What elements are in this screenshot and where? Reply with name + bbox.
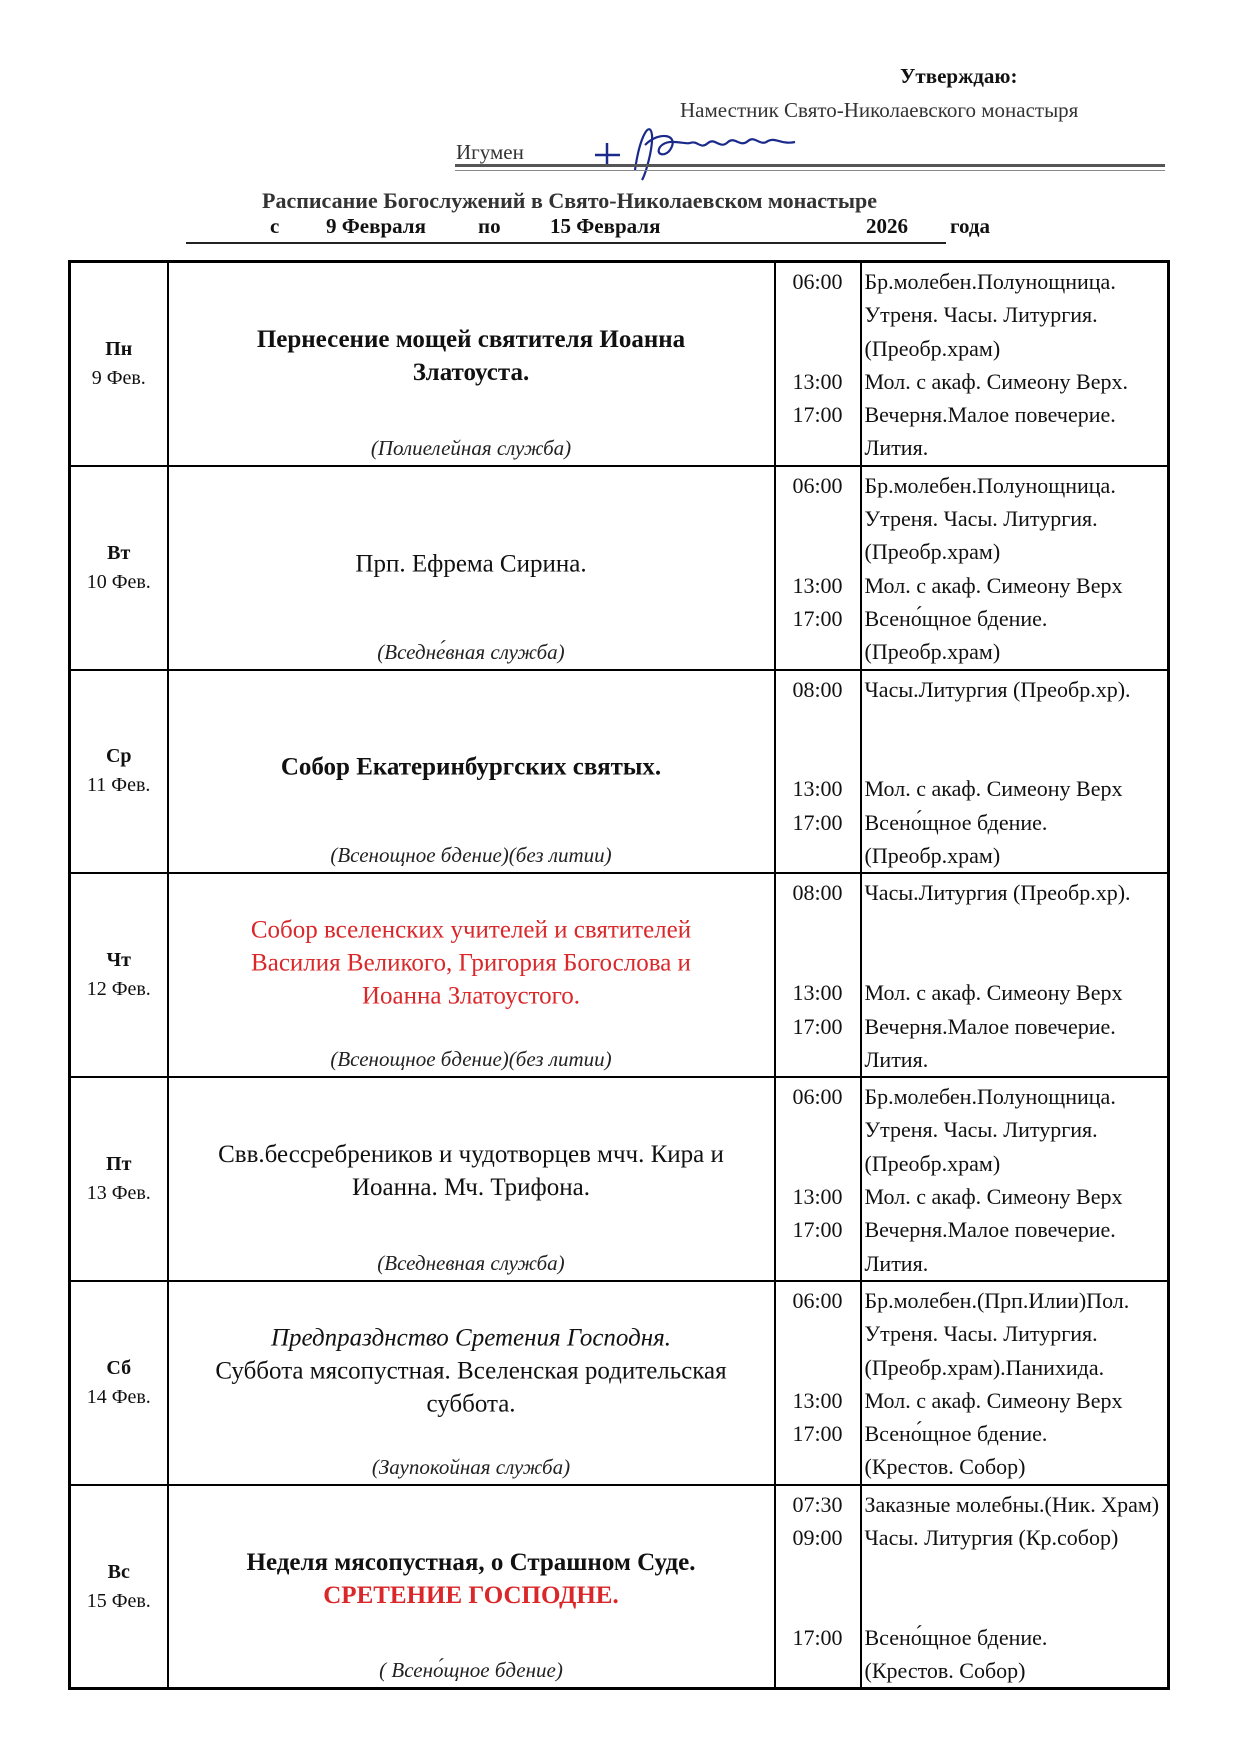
feast-line: Неделя мясопустная, о Страшном Суде. — [246, 1548, 696, 1576]
day-date: 14 Фев. — [86, 1385, 151, 1408]
feast-line: Златоуста. — [412, 358, 530, 386]
feast-line: Пернесение мощей святителя Иоанна — [256, 325, 686, 353]
day-cell — [70, 1485, 168, 1689]
services-cell — [861, 1077, 1169, 1281]
date-to-prefix: по — [478, 214, 501, 238]
feast-title — [175, 1321, 768, 1420]
service-rank: (Полиелейная служба) — [370, 435, 572, 460]
service-time — [776, 943, 860, 976]
services-cell — [861, 1281, 1169, 1485]
time-cell — [775, 466, 861, 670]
time-cell — [775, 1281, 861, 1485]
feast-cell — [168, 262, 775, 466]
signature-icon — [590, 115, 800, 185]
service-name: Мол. с акаф. Симеону Верх — [864, 1387, 1123, 1413]
service-name: (Преобр.храм) — [864, 539, 1001, 565]
document-header — [0, 0, 1240, 260]
feast-line: Иоанна Златоустого. — [361, 982, 581, 1010]
service-name: (Крестов. Собор) — [864, 1658, 1026, 1684]
service-time: 17:00 — [792, 605, 843, 631]
service-time: 06:00 — [792, 1084, 843, 1110]
service-rank: ( Всено́щное бдение) — [379, 1658, 563, 1683]
service-time — [776, 1147, 860, 1180]
service-name: (Преобр.храм).Панихида. — [864, 1354, 1105, 1380]
feast-line: Собор вселенских учителей и святителей — [250, 916, 692, 944]
service-time — [776, 1554, 860, 1587]
feast-title — [175, 751, 768, 784]
service-name: Бр.молебен.Полунощница. — [864, 472, 1116, 498]
day-date: 11 Фев. — [87, 774, 151, 797]
feast-line: СРЕТЕНИЕ ГОСПОДНЕ. — [323, 1581, 619, 1609]
service-name: Часы.Литургия (Преобр.хр). — [864, 880, 1131, 906]
service-rank: (Вседневная служба) — [377, 1250, 565, 1275]
service-name: Вечерня.Малое повечерие. — [864, 1217, 1116, 1243]
service-time — [776, 1351, 860, 1384]
service-name: Всено́щное бдение. — [864, 1421, 1048, 1447]
services-cell — [861, 670, 1169, 874]
service-name: Утреня. Часы. Литургия. — [864, 506, 1098, 532]
header-rule — [455, 164, 1165, 167]
service-time: 17:00 — [792, 809, 843, 835]
services-cell — [861, 466, 1169, 670]
service-time — [776, 1450, 860, 1483]
feast-cell — [168, 1077, 775, 1281]
service-time: 17:00 — [792, 1421, 843, 1447]
service-name — [862, 910, 1168, 943]
date-to: 15 Февраля — [550, 214, 661, 238]
feast-line: Иоанна. Мч. Трифона. — [352, 1174, 590, 1202]
day-of-week: Сб — [106, 1356, 132, 1379]
service-name: Утреня. Часы. Литургия. — [864, 1321, 1098, 1347]
time-cell — [775, 1077, 861, 1281]
feast-line: Суббота мясопустная. Вселенская родительская — [215, 1357, 727, 1385]
service-time — [776, 298, 860, 331]
service-name: Мол. с акаф. Симеону Верх — [864, 980, 1123, 1006]
service-name: Бр.молебен.Полунощница. — [864, 1084, 1116, 1110]
service-time: 17:00 — [792, 1624, 843, 1650]
service-name — [862, 943, 1168, 976]
time-cell — [775, 873, 861, 1077]
service-rank: (Заупокойная служба) — [371, 1454, 571, 1479]
day-cell — [70, 670, 168, 874]
service-name: Бр.молебен.Полунощница. — [864, 269, 1116, 294]
service-name: Всено́щное бдение. — [864, 1624, 1048, 1650]
day-of-week: Вс — [107, 1560, 130, 1583]
service-name: Вечерня.Малое повечерие. — [864, 402, 1116, 428]
services-cell — [861, 873, 1169, 1077]
service-time — [776, 1043, 860, 1076]
feast-line: Прп. Ефрема Сирина. — [355, 550, 587, 578]
day-cell — [70, 262, 168, 466]
service-name: Лития. — [864, 1046, 929, 1072]
time-cell — [775, 262, 861, 466]
services-cell — [861, 262, 1169, 466]
schedule-row — [70, 873, 1169, 1077]
year-suffix: года — [950, 214, 991, 238]
service-time — [776, 502, 860, 535]
service-time: 13:00 — [792, 572, 843, 598]
feast-line: Собор Екатеринбургских святых. — [280, 753, 662, 781]
service-time — [776, 1588, 860, 1621]
service-name — [862, 706, 1168, 739]
feast-title — [175, 1546, 768, 1612]
service-time: 08:00 — [792, 676, 843, 702]
service-time — [776, 739, 860, 772]
day-of-week: Пт — [106, 1153, 132, 1176]
service-name: Мол. с акаф. Симеону Верх. — [864, 368, 1128, 394]
service-name: (Преобр.храм) — [864, 1150, 1001, 1176]
feast-title — [175, 547, 768, 580]
service-time — [776, 431, 860, 464]
service-time — [776, 635, 860, 668]
service-time — [776, 1247, 860, 1280]
service-time — [776, 332, 860, 365]
day-date: 13 Фев. — [86, 1182, 151, 1205]
schedule-row — [70, 262, 1169, 466]
service-name: Часы.Литургия (Преобр.хр). — [864, 676, 1131, 702]
service-time: 08:00 — [792, 880, 843, 906]
date-range — [186, 214, 946, 244]
services-cell — [861, 1485, 1169, 1689]
service-name: Заказные молебны.(Ник. Храм) — [864, 1491, 1160, 1517]
schedule-row — [70, 466, 1169, 670]
service-time: 06:00 — [792, 1287, 843, 1313]
feast-cell — [168, 873, 775, 1077]
service-time: 06:00 — [792, 269, 843, 294]
service-time: 17:00 — [792, 1217, 843, 1243]
service-name: (Преобр.храм) — [864, 639, 1001, 665]
igumen-label: Игумен — [456, 140, 524, 164]
service-name: Мол. с акаф. Симеону Верх — [864, 1184, 1123, 1210]
time-cell — [775, 1485, 861, 1689]
service-name: Часы. Литургия (Кр.собор) — [864, 1524, 1119, 1550]
service-name — [862, 1554, 1168, 1587]
day-date: 10 Фев. — [86, 570, 151, 593]
schedule-row — [70, 1485, 1169, 1689]
feast-title — [175, 914, 768, 1013]
time-cell — [775, 670, 861, 874]
day-cell — [70, 1077, 168, 1281]
service-name: Лития. — [864, 1250, 929, 1276]
year: 2026 — [866, 214, 908, 238]
feast-line: суббота. — [426, 1390, 516, 1418]
header-rule-thin — [455, 170, 1165, 171]
day-cell — [70, 1281, 168, 1485]
feast-title — [175, 1138, 768, 1204]
service-name: Всено́щное бдение. — [864, 809, 1048, 835]
service-name — [862, 1588, 1168, 1621]
service-time — [776, 1317, 860, 1350]
service-name: Бр.молебен.(Прп.Илии)Пол. — [864, 1287, 1130, 1313]
service-name: Мол. с акаф. Симеону Верх — [864, 572, 1123, 598]
day-of-week: Пн — [105, 337, 133, 360]
service-time: 13:00 — [792, 776, 843, 802]
document-title: Расписание Богослужений в Свято-Николаевском монастыре — [262, 188, 878, 213]
day-of-week: Вт — [107, 541, 131, 564]
day-of-week: Ср — [105, 745, 132, 768]
service-name: Мол. с акаф. Симеону Верх — [864, 776, 1123, 802]
schedule-row — [70, 670, 1169, 874]
service-name: Лития. — [864, 435, 929, 461]
feast-cell — [168, 670, 775, 874]
service-time — [776, 1113, 860, 1146]
service-rank: (Всенощное бдение)(без литии) — [330, 1047, 612, 1072]
service-rank: (Вседне́вная служба) — [377, 639, 565, 664]
feast-line: Василия Великого, Григория Богослова и — [251, 949, 691, 977]
feast-cell — [168, 466, 775, 670]
day-date: 9 Фев. — [91, 366, 146, 389]
feast-line: Свв.бессребреников и чудотворцев мчч. Кира и — [218, 1141, 724, 1169]
service-time — [776, 706, 860, 739]
date-from-prefix: с — [270, 214, 280, 238]
namestnik-title: Наместник Свято-Николаевского монастыря — [680, 98, 1079, 122]
schedule-row — [70, 1281, 1169, 1485]
feast-cell — [168, 1281, 775, 1485]
day-date: 15 Фев. — [86, 1589, 151, 1612]
day-cell — [70, 873, 168, 1077]
day-of-week: Чт — [106, 949, 131, 972]
service-time: 13:00 — [792, 1387, 843, 1413]
day-date: 12 Фев. — [86, 978, 151, 1001]
service-time — [776, 1654, 860, 1687]
service-name — [862, 739, 1168, 772]
service-name: (Крестов. Собор) — [864, 1454, 1026, 1480]
service-time — [776, 535, 860, 568]
feast-cell — [168, 1485, 775, 1689]
service-time: 17:00 — [792, 1013, 843, 1039]
service-time — [776, 839, 860, 872]
service-time: 09:00 — [792, 1524, 843, 1550]
approval-label: Утверждаю: — [900, 64, 1018, 88]
service-time: 17:00 — [792, 402, 843, 428]
service-name: Утреня. Часы. Литургия. — [864, 302, 1098, 328]
service-time: 13:00 — [792, 1184, 843, 1210]
schedule-table — [68, 260, 1170, 1690]
service-name: Всено́щное бдение. — [864, 605, 1048, 631]
service-time: 07:30 — [792, 1491, 843, 1517]
date-from: 9 Февраля — [326, 214, 426, 238]
service-name: (Преобр.храм) — [864, 843, 1001, 869]
service-rank: (Всенощное бдение)(без литии) — [330, 843, 612, 868]
service-name: Вечерня.Малое повечерие. — [864, 1013, 1116, 1039]
feast-title — [175, 323, 768, 389]
service-name: Утреня. Часы. Литургия. — [864, 1117, 1098, 1143]
schedule-row — [70, 1077, 1169, 1281]
service-time: 13:00 — [792, 368, 843, 394]
service-time: 06:00 — [792, 472, 843, 498]
feast-line: Предпразднство Сретения Господня. — [270, 1324, 672, 1352]
service-name: (Преобр.храм) — [864, 335, 1001, 361]
service-time — [776, 910, 860, 943]
service-time: 13:00 — [792, 980, 843, 1006]
day-cell — [70, 466, 168, 670]
